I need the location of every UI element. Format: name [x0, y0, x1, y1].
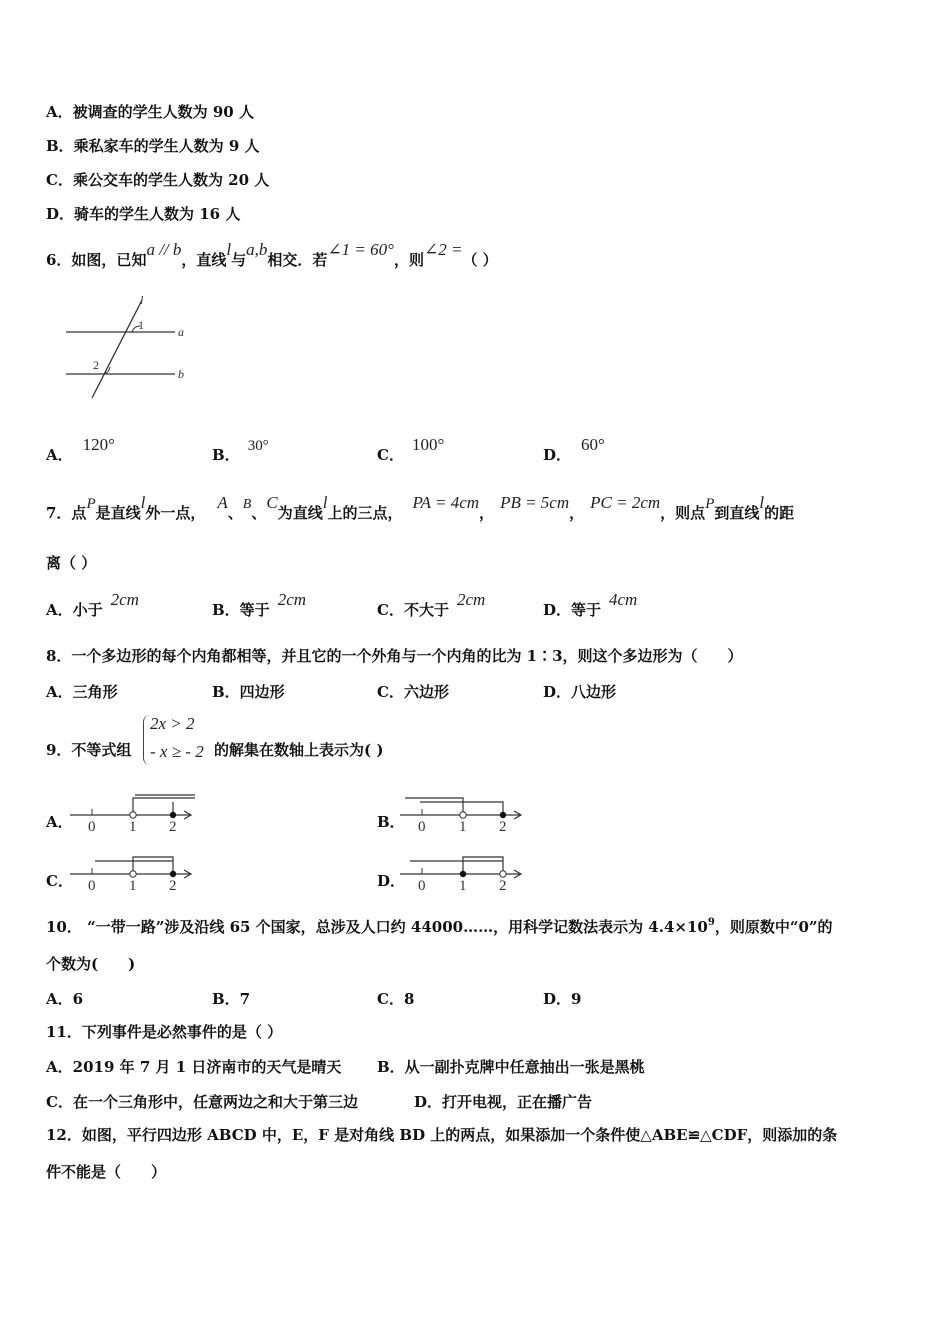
- label-2: 2: [93, 358, 99, 372]
- q10-option-d: D．9: [543, 990, 582, 1008]
- q9-ineq-2: - x ≥ - 2: [150, 742, 204, 761]
- svg-text:0: 0: [418, 819, 426, 833]
- q7-option-b: B．等于2cm: [212, 590, 307, 619]
- svg-text:1: 1: [459, 878, 467, 892]
- q8-stem: 8．一个多边形的每个内角都相等，并且它的一个外角与一个内角的比为 1∶3，则这个多边形为（ ）: [46, 647, 743, 665]
- q9-ineq-1: 2x > 2: [150, 714, 195, 733]
- label-b: b: [178, 367, 184, 381]
- q11-stem: 11．下列事件是必然事件的是（ ）: [46, 1023, 283, 1041]
- q5-option-d: D．骑车的学生人数为 16 人: [46, 205, 241, 223]
- svg-text:1: 1: [129, 878, 137, 892]
- q9-option-d-letter: D．: [377, 872, 406, 890]
- label-a: a: [178, 325, 184, 339]
- q9-option-c-letter: C．: [46, 872, 73, 890]
- q5-option-c: C．乘公交车的学生人数为 20 人: [46, 171, 270, 189]
- q5-option-a: A．被调查的学生人数为 90 人: [46, 103, 254, 121]
- q10-option-a: A．6: [46, 990, 84, 1008]
- q6-option-a: A．120°: [46, 435, 115, 464]
- label-1: 1: [138, 318, 144, 332]
- svg-text:0: 0: [88, 819, 96, 833]
- svg-text:2: 2: [499, 819, 507, 833]
- svg-text:1: 1: [459, 819, 467, 833]
- q9-option-b-letter: B．: [377, 813, 405, 831]
- q9-prefix: 9．不等式组: [46, 741, 132, 759]
- q5-option-b: B．乘私家车的学生人数为 9 人: [46, 137, 260, 155]
- q8-option-c: C．六边形: [377, 683, 449, 701]
- svg-text:0: 0: [88, 878, 96, 892]
- q8-option-a: A．三角形: [46, 683, 118, 701]
- svg-text:2: 2: [169, 819, 177, 833]
- q9-brace: [143, 715, 150, 765]
- q6-stem: 6．如图，已知a // b，直线l与a,b相交．若∠1 = 60°，则∠2 =（ ）: [46, 240, 498, 269]
- q8-option-b: B．四边形: [212, 683, 285, 701]
- q10-stem: 10． “一带一路”涉及沿线 65 个国家，总涉及人口约 44000……，用科学记数法表示为 $4.4\times 10^9$，则原数中“0”的: [46, 917, 833, 936]
- q9-option-a-letter: A．: [46, 813, 73, 831]
- q9-numberline-b: [400, 793, 530, 833]
- q9-suffix: 的解集在数轴上表示为( ): [214, 741, 384, 759]
- q10-option-b: B．7: [212, 990, 251, 1008]
- q7-option-c: C．不大于2cm: [377, 590, 486, 619]
- q6-option-d: D．60°: [543, 435, 605, 464]
- q12-stem: 12．如图，平行四边形 ABCD 中，E，F 是对角线 BD 上的两点，如果添加一个条件使△ABE≌△CDF，则添加的条: [46, 1126, 838, 1144]
- label-l: l: [140, 293, 144, 307]
- q9-numberline-c: [70, 852, 200, 892]
- transversal-l: [92, 300, 142, 398]
- q10-stem-line2: 个数为( ): [46, 955, 136, 973]
- q9-numberline-d: [400, 852, 530, 892]
- q11-option-d: D．打开电视，正在播广告: [414, 1093, 593, 1111]
- svg-text:2: 2: [499, 878, 507, 892]
- q7-stem: 7．点P是直线l外一点，A、B、C为直线l上的三点，PA = 4cm，PB = 5cm，PC = 2cm，则点P到直线l的距: [46, 493, 795, 522]
- svg-text:2: 2: [169, 878, 177, 892]
- svg-text:1: 1: [129, 819, 137, 833]
- q6-option-c: C．100°: [377, 435, 445, 464]
- q11-option-b: B．从一副扑克牌中任意抽出一张是黑桃: [377, 1058, 645, 1076]
- q7-option-d: D．等于4cm: [543, 590, 638, 619]
- q7-stem-line2: 离（ ）: [46, 554, 97, 572]
- svg-text:0: 0: [418, 878, 426, 892]
- q10-option-c: C．8: [377, 990, 415, 1008]
- q11-option-a: A．2019 年 7 月 1 日济南市的天气是晴天: [46, 1058, 342, 1076]
- q12-stem-line2: 件不能是（ ）: [46, 1163, 167, 1181]
- q7-option-a: A．小于2cm: [46, 590, 139, 619]
- q11-option-c: C．在一个三角形中，任意两边之和大于第三边: [46, 1093, 358, 1111]
- q6-option-b: B． 30°: [212, 438, 269, 464]
- q6-figure: [60, 292, 200, 407]
- q9-numberline-a: [70, 793, 200, 833]
- q8-option-d: D．八边形: [543, 683, 617, 701]
